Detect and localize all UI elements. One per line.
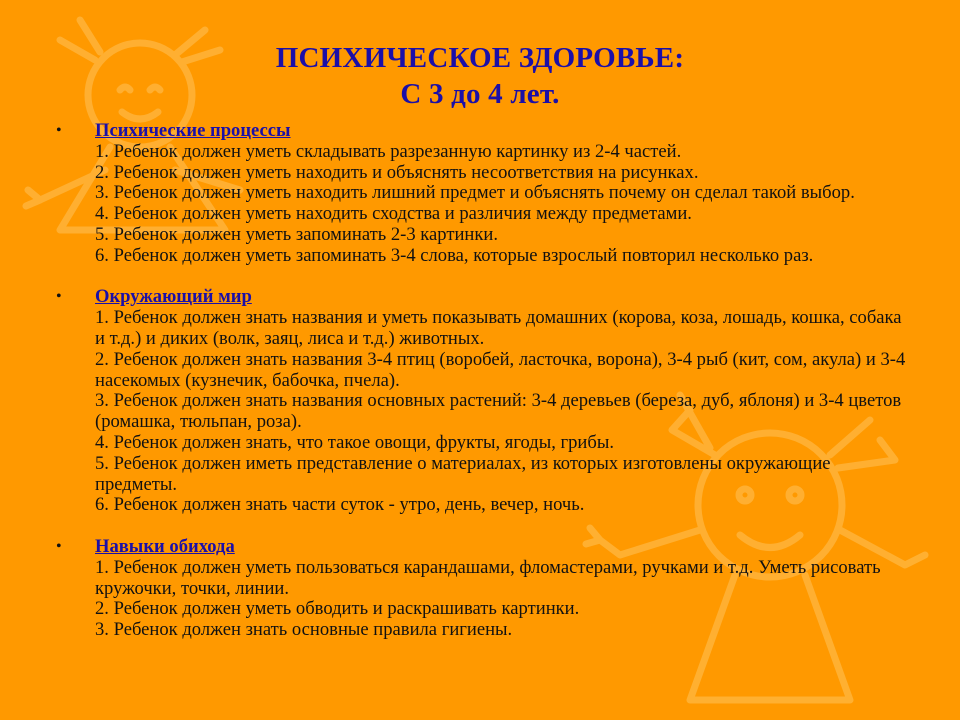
list-item: 1. Ребенок должен знать названия и уметь показывать домашних (корова, коза, лошадь, кошка, собака и т.д.) и диких (волк, заяц, лиса и т.д.) животных. xyxy=(95,307,902,349)
list-item: 5. Ребенок должен уметь запоминать 2-3 картинки. xyxy=(95,223,498,245)
section-household-skills xyxy=(52,537,912,641)
list-item: 2. Ребенок должен уметь находить и объяснять несоответствия на рисунках. xyxy=(95,161,699,183)
section-heading: Психические процессы xyxy=(95,120,291,141)
list-item: 3. Ребенок должен знать основные правила гигиены. xyxy=(95,619,513,641)
section-world-around xyxy=(52,287,912,516)
list-item: 1. Ребенок должен уметь пользоваться карандашами, фломастерами, ручками и т.д. Уметь рисовать кружочки, точки, линии. xyxy=(95,556,881,599)
list-item: 4. Ребенок должен уметь находить сходства и различия между предметами. xyxy=(95,203,692,225)
bullet-marker: • xyxy=(56,122,62,139)
list-item: 3. Ребенок должен знать названия основных растений: 3-4 деревьев (береза, дуб, яблоня) и 3-4 цветов (ромашка, тюльпан, роза). xyxy=(95,390,902,433)
bullet-list xyxy=(52,121,912,641)
list-item: 2. Ребенок должен знать названия 3-4 птиц (воробей, ласточка, ворона), 3-4 рыб (кит, сом, акула) и 3-4 насекомых (кузнечик, бабочка, пчела). xyxy=(95,348,906,391)
slide-title xyxy=(0,40,960,112)
list-item: 2. Ребенок должен уметь обводить и раскрашивать картинки. xyxy=(95,598,580,620)
list-item: 4. Ребенок должен знать, что такое овощи, фрукты, ягоды, грибы. xyxy=(95,431,614,453)
title-line-2: С 3 до 4 лет. xyxy=(400,78,560,110)
bullet-marker: • xyxy=(56,288,62,306)
section-mental-processes xyxy=(52,121,912,267)
list-item: 6. Ребенок должен уметь запоминать 3-4 слова, которые взрослый повторил несколько раз. xyxy=(95,244,814,266)
list-item: 3. Ребенок должен уметь находить лишний предмет и объяснять почему он сделал такой выбор. xyxy=(95,182,855,204)
title-line-1: ПСИХИЧЕСКОЕ ЗДОРОВЬЕ: xyxy=(275,42,685,74)
list-item: 5. Ребенок должен иметь представление о материалах, из которых изготовлены окружающие предметы. xyxy=(95,452,831,495)
list-item: 6. Ребенок должен знать части суток - утро, день, вечер, ночь. xyxy=(95,494,585,516)
section-heading: Окружающий мир xyxy=(95,286,252,308)
bullet-marker: • xyxy=(56,537,62,555)
list-item: 1. Ребенок должен уметь складывать разрезанную картинку из 2-4 частей. xyxy=(95,140,682,162)
section-heading: Навыки обихода xyxy=(95,535,235,557)
